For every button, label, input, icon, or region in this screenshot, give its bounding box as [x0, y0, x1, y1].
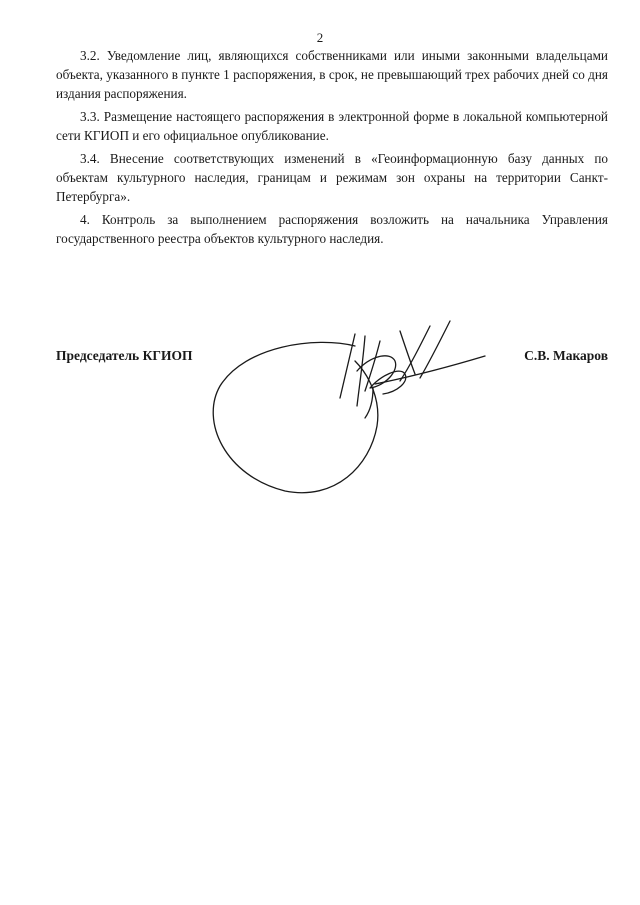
paragraph-4: 4. Контроль за выполнением распоряжения возложить на начальника Управления государственного реестра объектов культурного наследия. — [56, 212, 608, 246]
signer-name: С.В. Макаров — [524, 348, 608, 363]
paragraph-3-3: 3.3. Размещение настоящего распоряжения в электронной форме в локальной компьютерной сети КГИОП и его официальное опубликование. — [56, 109, 608, 143]
paragraph-3-2: 3.2. Уведомление лиц, являющихся собственниками или иными законными владельцами объекта, указанного в пункте 1 распоряжения, в срок, не превышающий трех рабочих дней со дня издания распоряжения. — [56, 48, 608, 101]
paragraph-3-4: 3.4. Внесение соответствующих изменений в «Геоинформационную базу данных по объектам культурного наследия, границам и режимам зон охраны на территории Санкт-Петербурга». — [56, 151, 608, 204]
signer-title: Председатель КГИОП — [56, 348, 193, 363]
page-number: 2 — [316, 30, 324, 45]
document-body — [56, 46, 608, 252]
handwritten-signature — [205, 316, 495, 501]
